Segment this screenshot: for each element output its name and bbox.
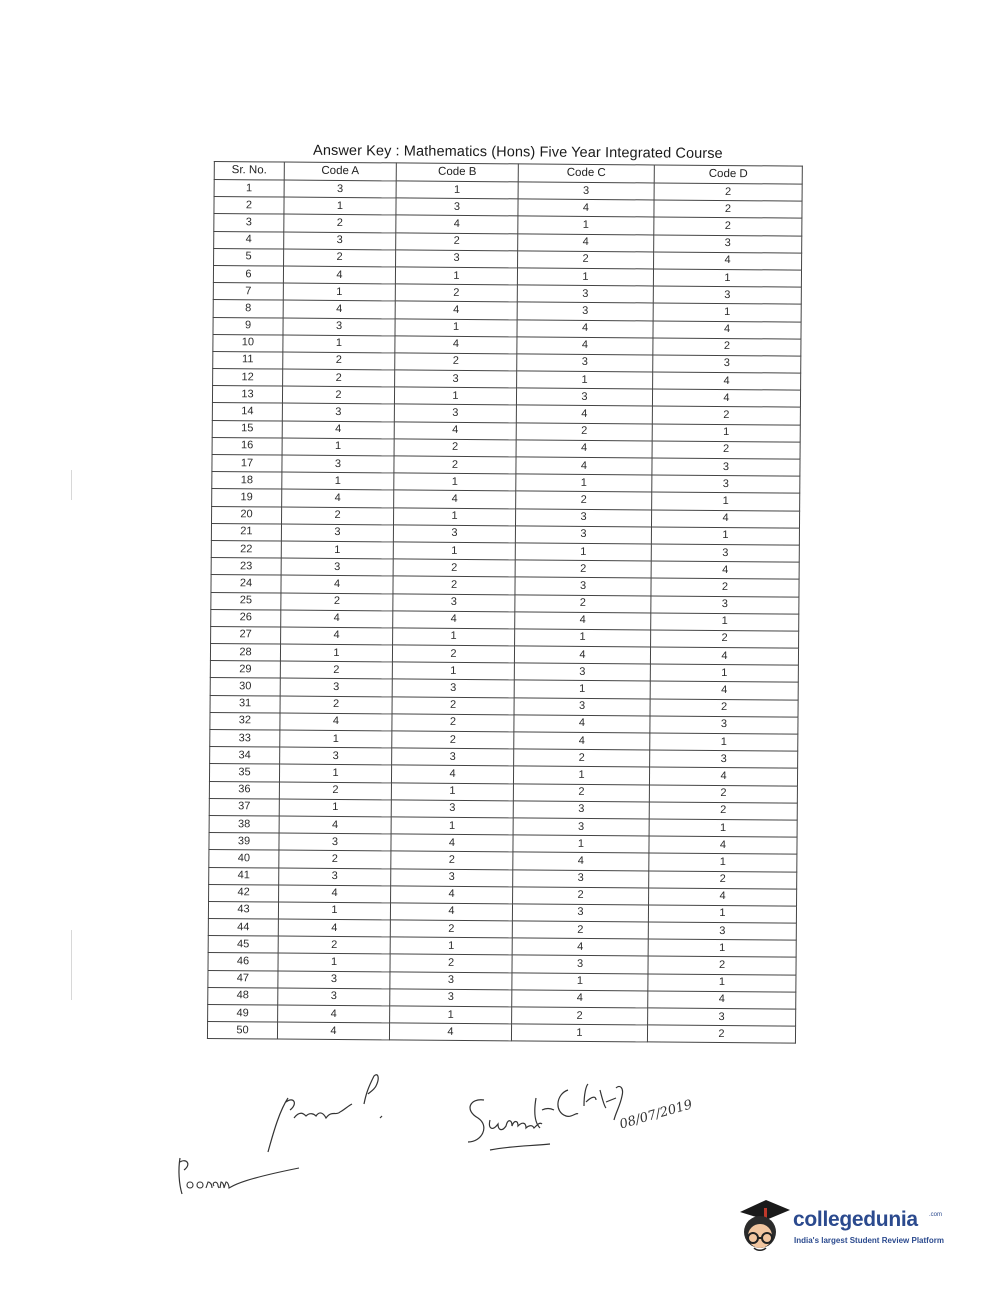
sr-no-cell: 3 (214, 214, 284, 232)
sr-no-cell: 30 (210, 678, 280, 696)
code-c-cell: 4 (512, 938, 648, 956)
code-d-cell: 2 (649, 870, 797, 888)
scan-edge-mark (71, 470, 72, 500)
code-a-cell: 1 (282, 438, 394, 456)
code-d-cell: 2 (649, 785, 797, 803)
code-b-cell: 1 (394, 387, 516, 405)
code-d-cell: 2 (647, 1025, 795, 1043)
sr-no-cell: 12 (213, 369, 283, 387)
code-d-cell: 1 (651, 527, 799, 545)
code-c-cell: 4 (514, 646, 650, 664)
sr-no-cell: 32 (210, 712, 280, 730)
code-d-cell: 4 (650, 647, 798, 665)
code-a-cell: 3 (278, 988, 390, 1006)
code-a-cell: 1 (279, 799, 391, 817)
code-d-cell: 1 (652, 424, 800, 442)
code-d-cell: 1 (650, 733, 798, 751)
code-a-cell: 3 (279, 868, 391, 886)
sr-no-cell: 24 (211, 575, 281, 593)
code-a-cell: 2 (278, 936, 390, 954)
sr-no-cell: 48 (208, 987, 278, 1005)
sr-no-cell: 36 (209, 781, 279, 799)
code-c-cell: 4 (514, 732, 650, 750)
code-a-cell: 4 (278, 1005, 390, 1023)
code-c-cell: 4 (516, 440, 652, 458)
code-a-cell: 2 (279, 850, 391, 868)
code-a-cell: 2 (283, 352, 395, 370)
sr-no-cell: 9 (213, 317, 283, 335)
code-d-cell: 3 (652, 458, 800, 476)
code-c-cell: 1 (511, 1024, 647, 1042)
code-d-cell: 4 (649, 888, 797, 906)
code-d-cell: 1 (651, 613, 799, 631)
code-a-cell: 3 (282, 455, 394, 473)
sr-no-cell: 5 (214, 248, 284, 266)
code-d-cell: 1 (648, 974, 796, 992)
code-c-cell: 3 (514, 663, 650, 681)
code-c-cell: 2 (516, 423, 652, 441)
code-b-cell: 3 (393, 593, 515, 611)
code-c-cell: 3 (516, 388, 652, 406)
code-a-cell: 3 (280, 747, 392, 765)
code-a-cell: 4 (279, 816, 391, 834)
code-c-cell: 4 (516, 457, 652, 475)
code-d-cell: 4 (653, 320, 801, 338)
code-d-cell: 2 (649, 802, 797, 820)
code-c-cell: 2 (515, 560, 651, 578)
code-b-cell: 3 (394, 404, 516, 422)
code-b-cell: 2 (392, 697, 514, 715)
code-b-cell: 2 (392, 731, 514, 749)
code-b-cell: 2 (396, 232, 518, 250)
code-b-cell: 4 (396, 215, 518, 233)
brand-name: collegedunia (793, 1208, 918, 1231)
code-b-cell: 2 (390, 920, 512, 938)
header-code-a: Code A (284, 162, 396, 181)
code-b-cell: 2 (394, 456, 516, 474)
sr-no-cell: 26 (211, 609, 281, 627)
code-d-cell: 4 (649, 836, 797, 854)
code-a-cell: 3 (278, 971, 390, 989)
code-b-cell: 2 (390, 954, 512, 972)
sr-no-cell: 4 (214, 231, 284, 249)
sr-no-cell: 38 (209, 815, 279, 833)
brand-tagline: India's largest Student Review Platform (794, 1236, 944, 1245)
code-d-cell: 3 (650, 716, 798, 734)
code-d-cell: 3 (648, 922, 796, 940)
sr-no-cell: 49 (208, 1004, 278, 1022)
sr-no-cell: 47 (208, 970, 278, 988)
code-b-cell: 3 (395, 370, 517, 388)
code-b-cell: 3 (392, 679, 514, 697)
code-b-cell: 4 (394, 422, 516, 440)
code-d-cell: 3 (653, 355, 801, 373)
code-a-cell: 4 (282, 489, 394, 507)
code-c-cell: 3 (517, 285, 653, 303)
code-b-cell: 2 (391, 851, 513, 869)
sr-no-cell: 15 (212, 420, 282, 438)
code-c-cell: 2 (516, 491, 652, 509)
code-c-cell: 1 (516, 474, 652, 492)
code-a-cell: 2 (282, 386, 394, 404)
code-a-cell: 4 (281, 610, 393, 628)
code-b-cell: 1 (391, 782, 513, 800)
code-c-cell: 1 (515, 543, 651, 561)
code-d-cell: 2 (652, 441, 800, 459)
code-b-cell: 4 (394, 490, 516, 508)
code-d-cell: 2 (651, 630, 799, 648)
sr-no-cell: 27 (211, 626, 281, 644)
sr-no-cell: 6 (213, 265, 283, 283)
code-d-cell: 4 (651, 510, 799, 528)
code-c-cell: 2 (518, 251, 654, 269)
sr-no-cell: 25 (211, 592, 281, 610)
code-b-cell: 1 (390, 937, 512, 955)
signature-sumeet (460, 1080, 710, 1170)
code-a-cell: 4 (278, 919, 390, 937)
code-b-cell: 3 (390, 989, 512, 1007)
code-d-cell: 3 (651, 544, 799, 562)
code-a-cell: 2 (284, 214, 396, 232)
code-a-cell: 3 (284, 180, 396, 198)
code-c-cell: 2 (512, 921, 648, 939)
code-c-cell: 1 (513, 766, 649, 784)
header-sr-no: Sr. No. (214, 162, 284, 181)
code-a-cell: 4 (283, 300, 395, 318)
code-b-cell: 1 (392, 662, 514, 680)
code-c-cell: 4 (517, 319, 653, 337)
code-b-cell: 2 (392, 645, 514, 663)
code-c-cell: 3 (513, 801, 649, 819)
code-a-cell: 3 (283, 318, 395, 336)
scan-edge-mark (71, 930, 72, 1000)
code-c-cell: 3 (518, 182, 654, 200)
code-d-cell: 4 (648, 991, 796, 1009)
sr-no-cell: 35 (209, 764, 279, 782)
code-c-cell: 4 (518, 233, 654, 251)
code-c-cell: 4 (513, 852, 649, 870)
code-d-cell: 2 (652, 406, 800, 424)
code-b-cell: 1 (396, 181, 518, 199)
sr-no-cell: 2 (214, 197, 284, 215)
code-a-cell: 4 (277, 1022, 389, 1040)
sr-no-cell: 13 (212, 386, 282, 404)
code-c-cell: 3 (515, 577, 651, 595)
sr-no-cell: 50 (207, 1022, 277, 1040)
code-a-cell: 3 (281, 524, 393, 542)
code-b-cell: 2 (395, 353, 517, 371)
sr-no-cell: 42 (209, 884, 279, 902)
sr-no-cell: 44 (208, 919, 278, 937)
graduate-mascot-icon (736, 1196, 792, 1258)
code-a-cell: 2 (282, 507, 394, 525)
code-d-cell: 3 (651, 595, 799, 613)
code-c-cell: 3 (517, 302, 653, 320)
code-d-cell: 4 (652, 389, 800, 407)
sr-no-cell: 18 (212, 472, 282, 490)
sr-no-cell: 46 (208, 953, 278, 971)
sr-no-cell: 45 (208, 936, 278, 954)
sr-no-cell: 10 (213, 334, 283, 352)
code-a-cell: 1 (279, 764, 391, 782)
code-d-cell: 3 (650, 750, 798, 768)
code-d-cell: 1 (652, 492, 800, 510)
code-c-cell: 1 (514, 680, 650, 698)
code-d-cell: 3 (653, 286, 801, 304)
sr-no-cell: 16 (212, 437, 282, 455)
code-d-cell: 2 (654, 217, 802, 235)
code-d-cell: 1 (648, 905, 796, 923)
answer-key-sheet (207, 142, 802, 1044)
code-a-cell: 3 (281, 558, 393, 576)
collegedunia-brand (736, 1196, 966, 1266)
code-c-cell: 3 (512, 904, 648, 922)
code-d-cell: 1 (648, 939, 796, 957)
code-d-cell: 3 (648, 1008, 796, 1026)
code-c-cell: 1 (517, 371, 653, 389)
sr-no-cell: 17 (212, 454, 282, 472)
header-code-b: Code B (396, 163, 518, 182)
code-d-cell: 1 (649, 853, 797, 871)
code-a-cell: 3 (284, 232, 396, 250)
code-b-cell: 4 (390, 903, 512, 921)
code-d-cell: 1 (649, 819, 797, 837)
sr-no-cell: 41 (209, 867, 279, 885)
code-c-cell: 1 (517, 268, 653, 286)
code-d-cell: 3 (654, 235, 802, 253)
table-row (207, 1022, 795, 1044)
code-d-cell: 4 (650, 681, 798, 699)
code-b-cell: 4 (395, 336, 517, 354)
code-a-cell: 2 (280, 661, 392, 679)
code-a-cell: 2 (280, 696, 392, 714)
code-b-cell: 4 (389, 1023, 511, 1041)
code-c-cell: 1 (518, 216, 654, 234)
code-b-cell: 4 (393, 611, 515, 629)
sr-no-cell: 22 (211, 540, 281, 558)
code-c-cell: 3 (515, 508, 651, 526)
sr-no-cell: 31 (210, 695, 280, 713)
code-b-cell: 4 (391, 886, 513, 904)
answer-rows (207, 180, 802, 1044)
code-b-cell: 1 (394, 473, 516, 491)
code-d-cell: 2 (650, 699, 798, 717)
sr-no-cell: 33 (210, 729, 280, 747)
sr-no-cell: 29 (210, 661, 280, 679)
code-a-cell: 1 (278, 902, 390, 920)
sr-no-cell: 1 (214, 180, 284, 198)
signature-date: 08/07/2019 (618, 1097, 695, 1133)
code-a-cell: 4 (279, 885, 391, 903)
sr-no-cell: 14 (212, 403, 282, 421)
code-a-cell: 4 (281, 627, 393, 645)
code-c-cell: 3 (514, 697, 650, 715)
code-a-cell: 1 (284, 197, 396, 215)
sr-no-cell: 23 (211, 558, 281, 576)
code-c-cell: 4 (516, 405, 652, 423)
code-b-cell: 1 (391, 817, 513, 835)
code-a-cell: 3 (279, 833, 391, 851)
code-b-cell: 1 (394, 507, 516, 525)
sr-no-cell: 20 (212, 506, 282, 524)
code-b-cell: 2 (395, 284, 517, 302)
sr-no-cell: 7 (213, 283, 283, 301)
code-d-cell: 2 (648, 956, 796, 974)
code-d-cell: 1 (653, 303, 801, 321)
code-d-cell: 4 (649, 767, 797, 785)
code-a-cell: 4 (280, 713, 392, 731)
sr-no-cell: 40 (209, 850, 279, 868)
code-b-cell: 2 (392, 714, 514, 732)
code-a-cell: 1 (281, 541, 393, 559)
code-c-cell: 4 (517, 337, 653, 355)
code-c-cell: 2 (512, 1007, 648, 1025)
code-b-cell: 2 (393, 576, 515, 594)
code-b-cell: 3 (391, 800, 513, 818)
code-a-cell: 1 (282, 472, 394, 490)
code-d-cell: 2 (651, 578, 799, 596)
code-d-cell: 2 (653, 338, 801, 356)
code-b-cell: 3 (391, 868, 513, 886)
code-a-cell: 2 (279, 782, 391, 800)
code-c-cell: 4 (514, 715, 650, 733)
code-b-cell: 1 (393, 628, 515, 646)
code-b-cell: 3 (390, 972, 512, 990)
code-c-cell: 3 (515, 526, 651, 544)
code-a-cell: 1 (278, 953, 390, 971)
code-a-cell: 4 (281, 575, 393, 593)
code-a-cell: 1 (283, 335, 395, 353)
code-b-cell: 2 (393, 559, 515, 577)
code-c-cell: 2 (513, 783, 649, 801)
code-d-cell: 3 (652, 475, 800, 493)
sr-no-cell: 39 (209, 833, 279, 851)
document-title: Answer Key : Mathematics (Hons) Five Year Integrated Course (313, 142, 723, 162)
code-a-cell: 2 (281, 593, 393, 611)
sr-no-cell: 21 (211, 523, 281, 541)
code-d-cell: 1 (653, 269, 801, 287)
code-b-cell: 3 (393, 525, 515, 543)
answer-key-table (207, 161, 803, 1044)
code-d-cell: 2 (654, 183, 802, 201)
code-b-cell: 1 (395, 318, 517, 336)
code-d-cell: 1 (650, 664, 798, 682)
header-code-d: Code D (654, 165, 802, 184)
sr-no-cell: 19 (212, 489, 282, 507)
code-b-cell: 1 (390, 1006, 512, 1024)
code-a-cell: 4 (282, 421, 394, 439)
code-c-cell: 4 (518, 199, 654, 217)
code-d-cell: 4 (651, 561, 799, 579)
sr-no-cell: 37 (209, 798, 279, 816)
brand-domain: .com (929, 1212, 943, 1218)
code-b-cell: 3 (392, 748, 514, 766)
code-b-cell: 4 (391, 834, 513, 852)
code-c-cell: 2 (515, 594, 651, 612)
code-c-cell: 1 (513, 835, 649, 853)
code-c-cell: 2 (513, 887, 649, 905)
sr-no-cell: 8 (213, 300, 283, 318)
code-b-cell: 1 (393, 542, 515, 560)
code-a-cell: 3 (282, 403, 394, 421)
signature-prasant (260, 1070, 410, 1160)
code-c-cell: 3 (513, 869, 649, 887)
code-c-cell: 2 (514, 749, 650, 767)
code-a-cell: 4 (283, 266, 395, 284)
sr-no-cell: 11 (213, 351, 283, 369)
code-a-cell: 2 (283, 369, 395, 387)
code-b-cell: 4 (391, 765, 513, 783)
code-b-cell: 1 (395, 267, 517, 285)
code-a-cell: 1 (280, 730, 392, 748)
code-a-cell: 2 (284, 249, 396, 267)
code-d-cell: 4 (653, 372, 801, 390)
code-b-cell: 3 (396, 250, 518, 268)
code-d-cell: 4 (654, 252, 802, 270)
code-a-cell: 1 (283, 283, 395, 301)
header-code-c: Code C (518, 164, 654, 183)
code-c-cell: 4 (512, 990, 648, 1008)
code-b-cell: 2 (394, 439, 516, 457)
code-a-cell: 3 (280, 678, 392, 696)
code-c-cell: 1 (515, 629, 651, 647)
sr-no-cell: 43 (208, 901, 278, 919)
code-b-cell: 4 (395, 301, 517, 319)
code-a-cell: 1 (280, 644, 392, 662)
code-c-cell: 4 (515, 612, 651, 630)
sr-no-cell: 28 (210, 644, 280, 662)
code-c-cell: 3 (517, 354, 653, 372)
sr-no-cell: 34 (210, 747, 280, 765)
code-d-cell: 2 (654, 200, 802, 218)
code-c-cell: 3 (513, 818, 649, 836)
code-c-cell: 3 (512, 955, 648, 973)
code-b-cell: 3 (396, 198, 518, 216)
code-c-cell: 1 (512, 972, 648, 990)
